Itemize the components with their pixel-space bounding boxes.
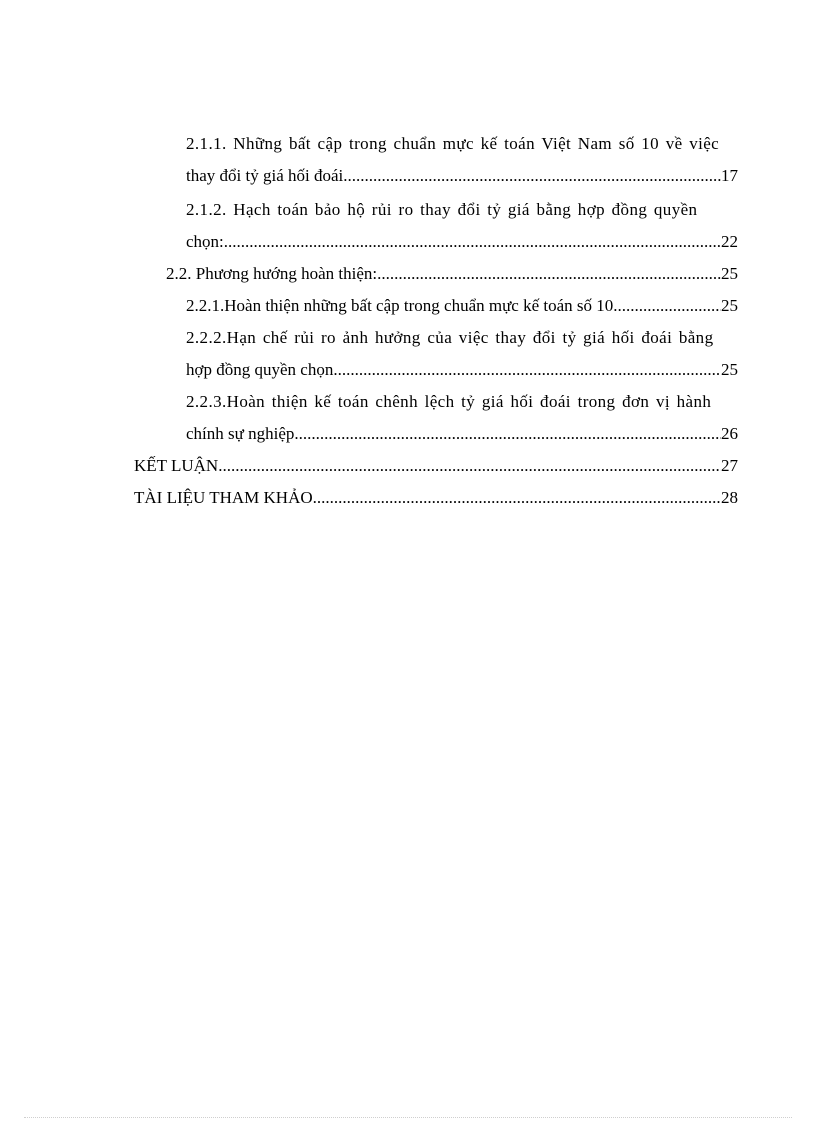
toc-page-number: 25 — [721, 360, 738, 379]
toc-page-number: 28 — [721, 488, 738, 507]
toc-entry-text: thay đổi tỷ giá hối đoái — [186, 166, 344, 185]
toc-leader-dots — [218, 456, 721, 476]
toc-entry-2-2-1[interactable] — [186, 296, 738, 316]
toc-page-number: 22 — [721, 232, 738, 251]
toc-entry-2-1-1-line1: 2.1.1. Những bất cập trong chuẩn mực kế toán Việt Nam số 10 về việc — [186, 134, 720, 153]
toc-leader-dots — [377, 264, 721, 284]
toc-entry-2-2-3-line1: 2.2.3.Hoàn thiện kế toán chênh lệch tỷ giá hối đoái trong đơn vị hành — [186, 392, 712, 411]
toc-leader-dots — [313, 488, 721, 508]
toc-entry-2-2-2-line1: 2.2.2.Hạn chế rủi ro ảnh hưởng của việc thay đổi tỷ giá hối đoái bằng — [186, 328, 714, 347]
toc-page-number: 17 — [721, 166, 738, 185]
toc-leader-dots — [618, 296, 721, 316]
toc-page-number: 27 — [721, 456, 738, 475]
toc-page-number: 25 — [721, 296, 738, 315]
toc-leader-dots — [224, 232, 721, 252]
toc-entry-2-1-2-line1: 2.1.2. Hạch toán bảo hộ rủi ro thay đổi tỷ giá bằng hợp đồng quyền — [186, 200, 698, 219]
toc-entry-2-1-1-line2[interactable] — [186, 166, 738, 186]
toc-entry-2-2-2-line2[interactable] — [186, 360, 738, 380]
toc-entry-tai-lieu-tham-khao[interactable] — [134, 488, 738, 508]
toc-entry-text: TÀI LIỆU THAM KHẢO — [134, 488, 313, 507]
toc-leader-dots — [333, 360, 721, 380]
toc-entry-2-1-2-line2[interactable] — [186, 232, 738, 252]
toc-entry-text: chọn: — [186, 232, 224, 251]
toc-page-number: 25 — [721, 264, 738, 283]
toc-entry-2-2-3-line2[interactable] — [186, 424, 738, 444]
toc-entry-text: KẾT LUẬN — [134, 456, 219, 475]
toc-leader-dots — [343, 166, 721, 186]
toc-leader-dots — [299, 424, 721, 444]
toc-entry-text: 2.2.1.Hoàn thiện những bất cập trong chuẩn mực kế toán số 10. — [186, 296, 618, 315]
toc-entry-ket-luan[interactable] — [134, 456, 738, 476]
toc-entry-2-2[interactable] — [166, 264, 738, 284]
toc-entry-text: chính sự nghiệp. — [186, 424, 299, 443]
page-bottom-border — [24, 1117, 792, 1118]
toc-entry-text: hợp đồng quyền chọn — [186, 360, 334, 379]
toc-entry-text: 2.2. Phương hướng hoàn thiện: — [166, 264, 378, 283]
toc-page-number: 26 — [721, 424, 738, 443]
